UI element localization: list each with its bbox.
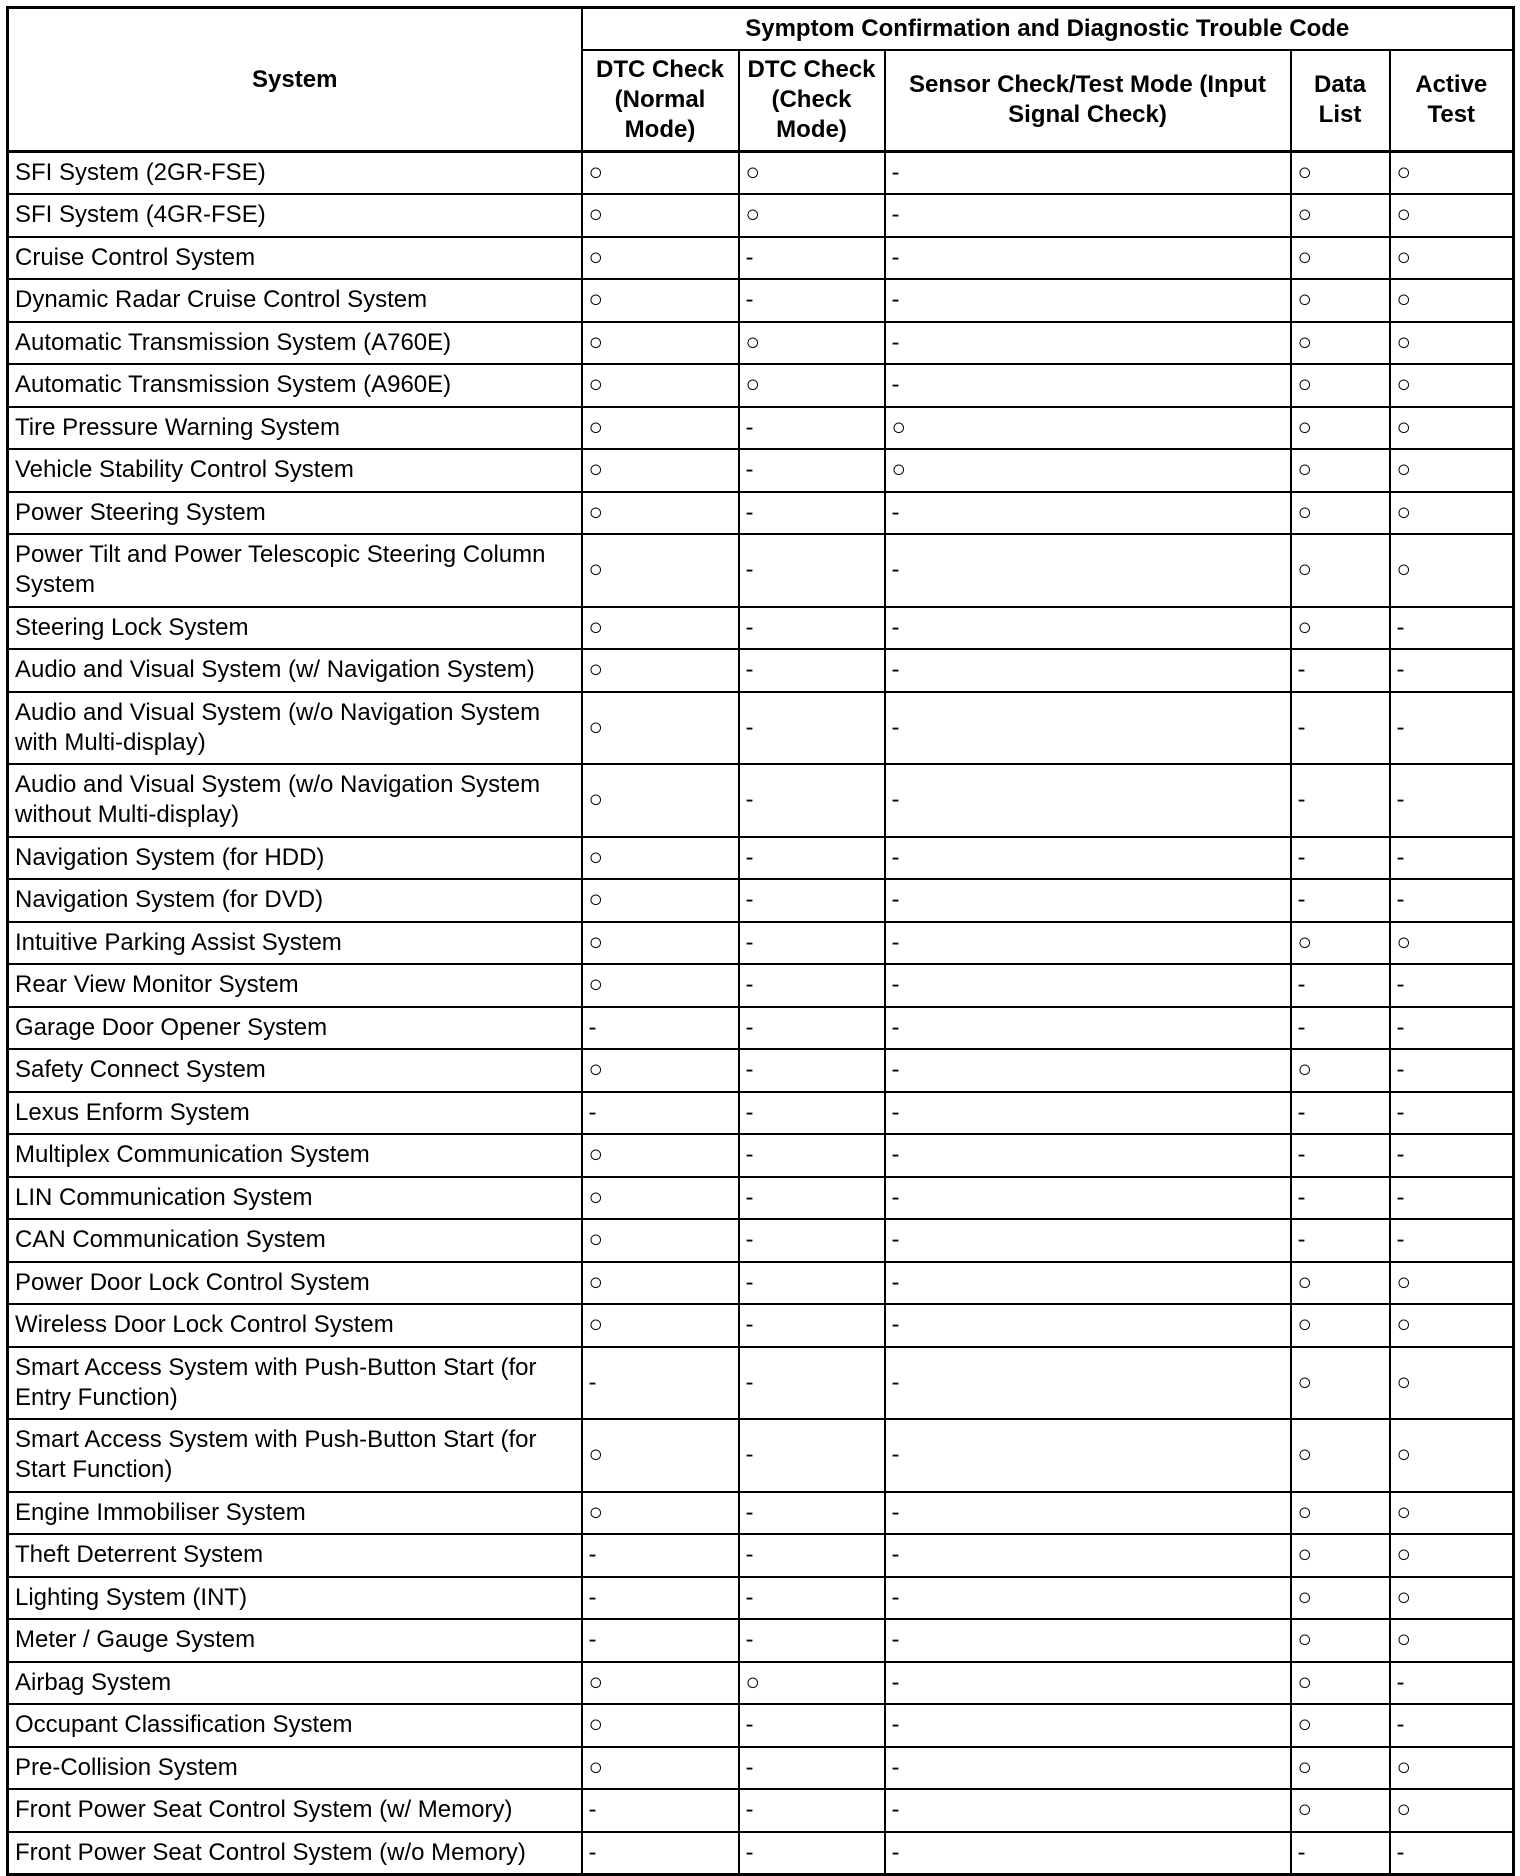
data-list-cell: - [1291, 1134, 1390, 1177]
system-name-cell: Pre-Collision System [8, 1747, 582, 1790]
active-test-cell: - [1390, 1007, 1514, 1050]
dtc-check-cell: - [739, 1492, 885, 1535]
active-test-cell: ○ [1390, 922, 1514, 965]
system-name-cell: SFI System (4GR-FSE) [8, 194, 582, 237]
table-row [8, 1619, 1514, 1662]
data-list-cell: ○ [1291, 1789, 1390, 1832]
system-name-cell: Power Steering System [8, 492, 582, 535]
sensor-check-cell: - [885, 1704, 1291, 1747]
dtc-check-cell: - [739, 922, 885, 965]
sensor-check-cell: - [885, 607, 1291, 650]
sensor-check-cell: - [885, 1747, 1291, 1790]
dtc-normal-cell: ○ [582, 1747, 739, 1790]
active-test-cell: ○ [1390, 1577, 1514, 1620]
system-name-cell: Automatic Transmission System (A960E) [8, 364, 582, 407]
sensor-check-cell: - [885, 922, 1291, 965]
table-row [8, 492, 1514, 535]
active-test-cell: ○ [1390, 534, 1514, 607]
system-name-cell: Occupant Classification System [8, 1704, 582, 1747]
system-name-cell: Navigation System (for HDD) [8, 837, 582, 880]
active-test-cell: ○ [1390, 1534, 1514, 1577]
dtc-normal-cell: ○ [582, 649, 739, 692]
dtc-check-cell: - [739, 1577, 885, 1620]
system-name-cell: Automatic Transmission System (A760E) [8, 322, 582, 365]
sensor-check-cell: - [885, 692, 1291, 765]
dtc-normal-cell: ○ [582, 1304, 739, 1347]
table-row [8, 534, 1514, 607]
active-test-cell: ○ [1390, 1419, 1514, 1492]
sensor-check-cell: ○ [885, 449, 1291, 492]
system-name-cell: Audio and Visual System (w/o Navigation System without Multi-display) [8, 764, 582, 837]
dtc-check-cell: - [739, 279, 885, 322]
table-row [8, 1419, 1514, 1492]
dtc-normal-cell: - [582, 1007, 739, 1050]
dtc-normal-cell: - [582, 1347, 739, 1420]
active-test-cell: ○ [1390, 152, 1514, 195]
table-row [8, 1534, 1514, 1577]
system-name-cell: Dynamic Radar Cruise Control System [8, 279, 582, 322]
system-name-cell: Lexus Enform System [8, 1092, 582, 1135]
active-test-cell: - [1390, 1134, 1514, 1177]
data-list-cell: ○ [1291, 1304, 1390, 1347]
active-test-cell: - [1390, 1219, 1514, 1262]
dtc-normal-cell: ○ [582, 364, 739, 407]
table-row [8, 1832, 1514, 1875]
table-row [8, 364, 1514, 407]
data-list-cell: ○ [1291, 1534, 1390, 1577]
system-name-cell: Steering Lock System [8, 607, 582, 650]
sensor-check-cell: - [885, 1832, 1291, 1875]
dtc-check-cell: - [739, 837, 885, 880]
active-test-cell: ○ [1390, 237, 1514, 280]
table-row [8, 764, 1514, 837]
system-name-cell: Vehicle Stability Control System [8, 449, 582, 492]
table-row [8, 837, 1514, 880]
dtc-check-cell: - [739, 1619, 885, 1662]
system-name-cell: Garage Door Opener System [8, 1007, 582, 1050]
system-name-cell: Power Tilt and Power Telescopic Steering Column System [8, 534, 582, 607]
active-test-cell: ○ [1390, 449, 1514, 492]
data-list-cell: ○ [1291, 1347, 1390, 1420]
dtc-check-cell: - [739, 1219, 885, 1262]
table-row [8, 1704, 1514, 1747]
dtc-normal-cell: ○ [582, 492, 739, 535]
dtc-check-cell: - [739, 1092, 885, 1135]
table-row [8, 1304, 1514, 1347]
table-row [8, 922, 1514, 965]
active-test-cell: - [1390, 837, 1514, 880]
data-list-cell: ○ [1291, 1619, 1390, 1662]
data-list-cell: - [1291, 879, 1390, 922]
table-row [8, 237, 1514, 280]
sensor-check-cell: - [885, 1262, 1291, 1305]
data-list-cell: - [1291, 1177, 1390, 1220]
dtc-normal-cell: ○ [582, 449, 739, 492]
active-test-cell: - [1390, 607, 1514, 650]
sensor-check-cell: - [885, 1304, 1291, 1347]
dtc-check-cell: - [739, 534, 885, 607]
sensor-check-cell: - [885, 237, 1291, 280]
sensor-check-cell: - [885, 1492, 1291, 1535]
dtc-check-cell: - [739, 1747, 885, 1790]
active-test-cell: ○ [1390, 1492, 1514, 1535]
data-list-cell: ○ [1291, 449, 1390, 492]
data-list-cell: ○ [1291, 194, 1390, 237]
sensor-check-cell: - [885, 1007, 1291, 1050]
system-name-cell: Front Power Seat Control System (w/o Memory) [8, 1832, 582, 1875]
dtc-check-cell: - [739, 964, 885, 1007]
dtc-check-cell: - [739, 1049, 885, 1092]
data-list-cell: - [1291, 1219, 1390, 1262]
table-row [8, 1092, 1514, 1135]
dtc-check-cell: - [739, 1177, 885, 1220]
data-list-cell: - [1291, 837, 1390, 880]
dtc-normal-cell: ○ [582, 407, 739, 450]
sensor-check-cell: - [885, 879, 1291, 922]
active-test-cell: ○ [1390, 1262, 1514, 1305]
sensor-check-cell: - [885, 764, 1291, 837]
active-test-cell: - [1390, 879, 1514, 922]
data-list-cell: - [1291, 1092, 1390, 1135]
system-name-cell: Intuitive Parking Assist System [8, 922, 582, 965]
header-active-test: Active Test [1390, 50, 1514, 152]
dtc-normal-cell: ○ [582, 764, 739, 837]
sensor-check-cell: - [885, 279, 1291, 322]
dtc-normal-cell: ○ [582, 1419, 739, 1492]
data-list-cell: ○ [1291, 279, 1390, 322]
dtc-check-cell: - [739, 649, 885, 692]
active-test-cell: - [1390, 1662, 1514, 1705]
dtc-check-cell: ○ [739, 152, 885, 195]
active-test-cell: - [1390, 964, 1514, 1007]
system-name-cell: Safety Connect System [8, 1049, 582, 1092]
dtc-check-cell: ○ [739, 364, 885, 407]
system-name-cell: Rear View Monitor System [8, 964, 582, 1007]
dtc-check-cell: - [739, 764, 885, 837]
dtc-check-cell: - [739, 237, 885, 280]
data-list-cell: ○ [1291, 237, 1390, 280]
active-test-cell: ○ [1390, 1619, 1514, 1662]
data-list-cell: ○ [1291, 607, 1390, 650]
dtc-normal-cell: - [582, 1789, 739, 1832]
data-list-cell: ○ [1291, 534, 1390, 607]
data-list-cell: - [1291, 1832, 1390, 1875]
dtc-normal-cell: ○ [582, 1704, 739, 1747]
data-list-cell: ○ [1291, 364, 1390, 407]
table-row [8, 964, 1514, 1007]
sensor-check-cell: - [885, 492, 1291, 535]
table-row [8, 279, 1514, 322]
active-test-cell: ○ [1390, 1304, 1514, 1347]
sensor-check-cell: - [885, 534, 1291, 607]
dtc-check-cell: - [739, 1007, 885, 1050]
data-list-cell: ○ [1291, 1704, 1390, 1747]
dtc-normal-cell: ○ [582, 322, 739, 365]
data-list-cell: ○ [1291, 492, 1390, 535]
active-test-cell: ○ [1390, 322, 1514, 365]
header-dtc-normal: DTC Check (Normal Mode) [582, 50, 739, 152]
table-row [8, 607, 1514, 650]
system-name-cell: Smart Access System with Push-Button Start (for Start Function) [8, 1419, 582, 1492]
data-list-cell: ○ [1291, 152, 1390, 195]
system-name-cell: Audio and Visual System (w/ Navigation System) [8, 649, 582, 692]
dtc-normal-cell: - [582, 1619, 739, 1662]
dtc-normal-cell: ○ [582, 1492, 739, 1535]
sensor-check-cell: - [885, 1134, 1291, 1177]
data-list-cell: - [1291, 964, 1390, 1007]
system-name-cell: Theft Deterrent System [8, 1534, 582, 1577]
dtc-normal-cell: - [582, 1534, 739, 1577]
table-row [8, 1177, 1514, 1220]
active-test-cell: - [1390, 649, 1514, 692]
table-row [8, 1747, 1514, 1790]
system-name-cell: Navigation System (for DVD) [8, 879, 582, 922]
table-row [8, 1577, 1514, 1620]
data-list-cell: ○ [1291, 322, 1390, 365]
data-list-cell: ○ [1291, 1492, 1390, 1535]
dtc-check-cell: - [739, 692, 885, 765]
dtc-normal-cell: - [582, 1092, 739, 1135]
sensor-check-cell: - [885, 1419, 1291, 1492]
dtc-normal-cell: ○ [582, 879, 739, 922]
dtc-check-cell: - [739, 607, 885, 650]
data-list-cell: ○ [1291, 1747, 1390, 1790]
table-row [8, 1789, 1514, 1832]
dtc-normal-cell: - [582, 1832, 739, 1875]
table-row [8, 1134, 1514, 1177]
dtc-check-cell: ○ [739, 194, 885, 237]
data-list-cell: ○ [1291, 922, 1390, 965]
system-name-cell: Smart Access System with Push-Button Start (for Entry Function) [8, 1347, 582, 1420]
sensor-check-cell: - [885, 1347, 1291, 1420]
system-name-cell: Lighting System (INT) [8, 1577, 582, 1620]
system-name-cell: Front Power Seat Control System (w/ Memory) [8, 1789, 582, 1832]
table-row [8, 692, 1514, 765]
system-name-cell: Audio and Visual System (w/o Navigation System with Multi-display) [8, 692, 582, 765]
active-test-cell: - [1390, 1704, 1514, 1747]
active-test-cell: ○ [1390, 194, 1514, 237]
data-list-cell: ○ [1291, 1049, 1390, 1092]
table-row [8, 1347, 1514, 1420]
sensor-check-cell: - [885, 152, 1291, 195]
system-name-cell: CAN Communication System [8, 1219, 582, 1262]
sensor-check-cell: - [885, 194, 1291, 237]
table-row [8, 879, 1514, 922]
table-row [8, 449, 1514, 492]
header-data-list: Data List [1291, 50, 1390, 152]
sensor-check-cell: - [885, 364, 1291, 407]
table-body [8, 152, 1514, 1875]
table-row [8, 649, 1514, 692]
dtc-normal-cell: ○ [582, 534, 739, 607]
system-name-cell: Wireless Door Lock Control System [8, 1304, 582, 1347]
active-test-cell: ○ [1390, 364, 1514, 407]
dtc-normal-cell: ○ [582, 922, 739, 965]
active-test-cell: - [1390, 1177, 1514, 1220]
active-test-cell: ○ [1390, 492, 1514, 535]
system-name-cell: LIN Communication System [8, 1177, 582, 1220]
header-group: Symptom Confirmation and Diagnostic Trouble Code [582, 8, 1514, 50]
dtc-normal-cell: ○ [582, 964, 739, 1007]
dtc-normal-cell: ○ [582, 1177, 739, 1220]
system-name-cell: Multiplex Communication System [8, 1134, 582, 1177]
table-row [8, 407, 1514, 450]
data-list-cell: - [1291, 692, 1390, 765]
dtc-check-cell: - [739, 1704, 885, 1747]
sensor-check-cell: - [885, 1092, 1291, 1135]
sensor-check-cell: - [885, 1049, 1291, 1092]
dtc-normal-cell: ○ [582, 692, 739, 765]
table-row [8, 322, 1514, 365]
dtc-normal-cell: ○ [582, 1134, 739, 1177]
dtc-check-cell: ○ [739, 322, 885, 365]
active-test-cell: ○ [1390, 1747, 1514, 1790]
data-list-cell: ○ [1291, 1662, 1390, 1705]
sensor-check-cell: - [885, 1577, 1291, 1620]
dtc-check-cell: - [739, 1134, 885, 1177]
dtc-check-cell: - [739, 1304, 885, 1347]
dtc-normal-cell: ○ [582, 1219, 739, 1262]
sensor-check-cell: - [885, 322, 1291, 365]
data-list-cell: - [1291, 764, 1390, 837]
sensor-check-cell: - [885, 649, 1291, 692]
dtc-check-cell: - [739, 492, 885, 535]
table-row [8, 194, 1514, 237]
active-test-cell: ○ [1390, 407, 1514, 450]
dtc-normal-cell: ○ [582, 1662, 739, 1705]
dtc-check-cell: - [739, 1832, 885, 1875]
sensor-check-cell: ○ [885, 407, 1291, 450]
table-row [8, 1049, 1514, 1092]
active-test-cell: - [1390, 764, 1514, 837]
active-test-cell: - [1390, 1049, 1514, 1092]
sensor-check-cell: - [885, 1219, 1291, 1262]
system-name-cell: Meter / Gauge System [8, 1619, 582, 1662]
dtc-normal-cell: ○ [582, 194, 739, 237]
dtc-normal-cell: - [582, 1577, 739, 1620]
system-name-cell: Airbag System [8, 1662, 582, 1705]
dtc-normal-cell: ○ [582, 1049, 739, 1092]
table-row [8, 152, 1514, 195]
sensor-check-cell: - [885, 1619, 1291, 1662]
data-list-cell: ○ [1291, 1262, 1390, 1305]
data-list-cell: ○ [1291, 1419, 1390, 1492]
sensor-check-cell: - [885, 1177, 1291, 1220]
table-row [8, 1262, 1514, 1305]
active-test-cell: - [1390, 1092, 1514, 1135]
dtc-normal-cell: ○ [582, 1262, 739, 1305]
data-list-cell: - [1291, 649, 1390, 692]
dtc-check-cell: - [739, 1789, 885, 1832]
system-name-cell: Cruise Control System [8, 237, 582, 280]
table-row [8, 1007, 1514, 1050]
sensor-check-cell: - [885, 837, 1291, 880]
dtc-check-cell: - [739, 879, 885, 922]
active-test-cell: ○ [1390, 1347, 1514, 1420]
table-row [8, 1219, 1514, 1262]
dtc-normal-cell: ○ [582, 837, 739, 880]
dtc-check-cell: - [739, 1534, 885, 1577]
table-row [8, 1662, 1514, 1705]
header-system: System [8, 8, 582, 152]
data-list-cell: - [1291, 1007, 1390, 1050]
system-name-cell: SFI System (2GR-FSE) [8, 152, 582, 195]
sensor-check-cell: - [885, 1662, 1291, 1705]
active-test-cell: - [1390, 1832, 1514, 1875]
header-sensor-check: Sensor Check/Test Mode (Input Signal Check) [885, 50, 1291, 152]
dtc-check-cell: ○ [739, 1662, 885, 1705]
active-test-cell: ○ [1390, 1789, 1514, 1832]
active-test-cell: - [1390, 692, 1514, 765]
table-row [8, 1492, 1514, 1535]
data-list-cell: ○ [1291, 1577, 1390, 1620]
sensor-check-cell: - [885, 1789, 1291, 1832]
data-list-cell: ○ [1291, 407, 1390, 450]
dtc-normal-cell: ○ [582, 279, 739, 322]
sensor-check-cell: - [885, 964, 1291, 1007]
system-name-cell: Tire Pressure Warning System [8, 407, 582, 450]
diagnostic-table [6, 6, 1515, 1876]
dtc-normal-cell: ○ [582, 152, 739, 195]
dtc-normal-cell: ○ [582, 607, 739, 650]
dtc-check-cell: - [739, 407, 885, 450]
dtc-check-cell: - [739, 1262, 885, 1305]
header-dtc-check: DTC Check (Check Mode) [739, 50, 885, 152]
dtc-check-cell: - [739, 1419, 885, 1492]
active-test-cell: ○ [1390, 279, 1514, 322]
dtc-normal-cell: ○ [582, 237, 739, 280]
system-name-cell: Power Door Lock Control System [8, 1262, 582, 1305]
sensor-check-cell: - [885, 1534, 1291, 1577]
dtc-check-cell: - [739, 1347, 885, 1420]
dtc-check-cell: - [739, 449, 885, 492]
system-name-cell: Engine Immobiliser System [8, 1492, 582, 1535]
